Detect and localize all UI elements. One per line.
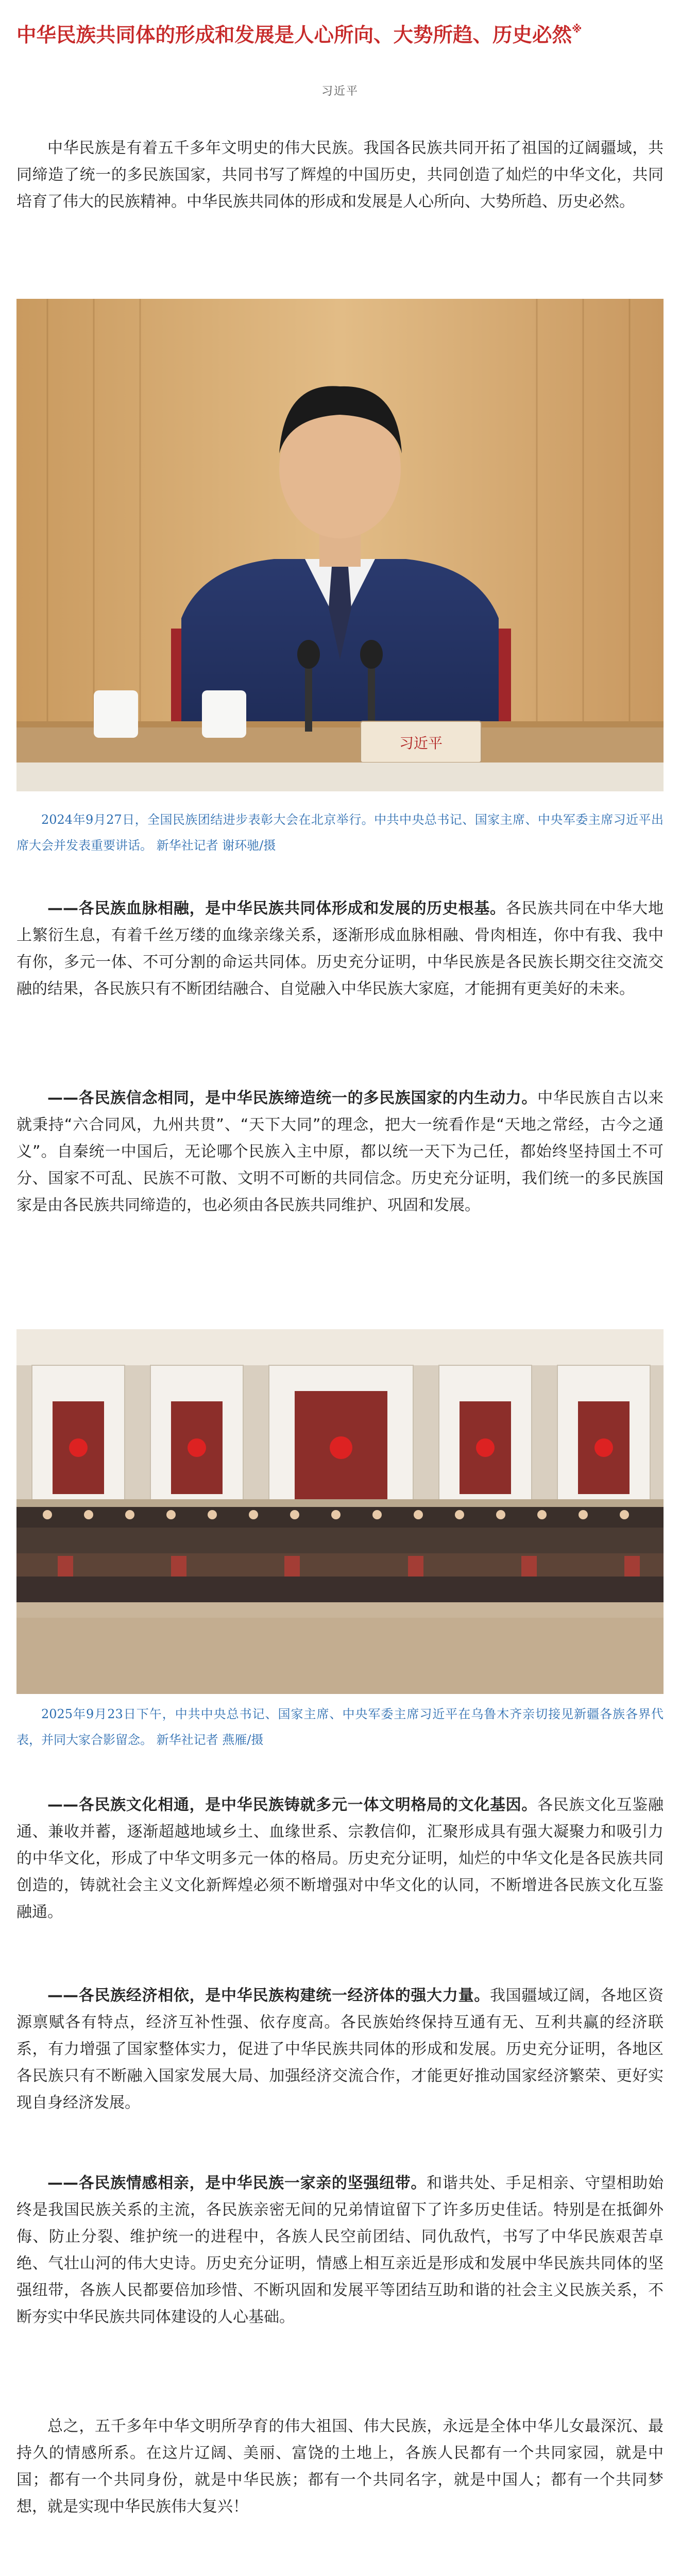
section-economy-paragraph xyxy=(16,1982,664,2116)
section-culture-body: 各民族文化互鉴融通、兼收并蓄，逐渐超越地域乡土、血缘世系、宗教信仰，汇聚形成具有强大凝聚力和吸引力的中华文化，形成了中华文明多元一体的格局。历史充分证明，灿烂的中华文化是各民族共同创造的，铸就社会主义文化新辉煌必须不断增强对中华文化的认同，不断增进各民族文化互鉴融通。 xyxy=(16,1796,664,1921)
title-footnote-mark: ※ xyxy=(572,23,582,35)
photo2-caption: 2025年9月23日下午，中共中央总书记、国家主席、中央军委主席习近平在乌鲁木齐亲切接见新疆各族各界代表，并同大家合影留念。 新华社记者 燕雁/摄 xyxy=(16,1707,664,1747)
article-title xyxy=(16,8,664,49)
photo1-caption: 2024年9月27日，全国民族团结进步表彰大会在北京举行。中共中央总书记、国家主席、中央军委主席习近平出席大会并发表重要讲话。 新华社记者 谢环驰/摄 xyxy=(16,812,664,853)
section-culture-paragraph xyxy=(16,1792,664,1926)
conclusion-paragraph: 总之，五千多年中华文明所孕育的伟大祖国、伟大民族，永远是全体中华儿女最深沉、最持久的情感所系。在这片辽阔、美丽、富饶的土地上，各族人民都有一个共同家园，就是中国；都有一个共同身份，就是中华民族；都有一个共同名字，就是中国人；都有一个共同梦想，就是实现中华民族伟大复兴！ xyxy=(16,2417,664,2516)
intro-paragraph: 中华民族是有着五千多年文明史的伟大民族。我国各民族共同开拓了祖国的辽阔疆域，共同缔造了统一的多民族国家，共同书写了辉煌的中国历史，共同创造了灿烂的中华文化，共同培育了伟大的民族精神。中华民族共同体的形成和发展是人心所向、大势所趋、历史必然。 xyxy=(16,139,664,211)
section-economy-lead: ——各民族经济相依，是中华民族构建统一经济体的强大力量。 xyxy=(47,1987,490,2005)
group-photo xyxy=(16,1329,664,1694)
section-emotion-lead: ——各民族情感相亲，是中华民族一家亲的坚强纽带。 xyxy=(47,2174,427,2192)
section-economy-body: 我国疆域辽阔，各地区资源禀赋各有特点，经济互补性强、依存度高。各民族始终保持互通有无、互利共赢的经济联系，有力增强了国家整体实力，促进了中华民族共同体的形成和发展。历史充分证明，各地区各民族只有不断融入国家发展大局、加强经济交流合作，才能更好推动国家经济繁荣、更好实现自身经济发展。 xyxy=(16,1987,664,2112)
section-emotion-paragraph xyxy=(16,2170,664,2331)
section-belief-paragraph xyxy=(16,1085,664,1219)
nameplate-text: 习近平 xyxy=(399,735,443,752)
section-blood-body: 各民族共同在中华大地上繁衍生息，有着千丝万缕的血缘亲缘关系，逐渐形成血脉相融、骨肉相连，你中有我、我中有你，多元一体、不可分割的命运共同体。历史充分证明，中华民族是各民族长期交往交流交融的结果，各民族只有不断团结融合、自觉融入中华民族大家庭，才能拥有更美好的未来。 xyxy=(16,900,664,998)
section-belief-lead: ——各民族信念相同，是中华民族缔造统一的多民族国家的内生动力。 xyxy=(47,1089,538,1107)
section-blood-paragraph xyxy=(16,895,664,1003)
title-text: 中华民族共同体的形成和发展是人心所向、大势所趋、历史必然 xyxy=(16,24,572,47)
section-belief-body: 中华民族自古以来就秉持“六合同风，九州共贯”、“天下大同”的理念，把大一统看作是“天地之常经，古今之通义”。自秦统一中国后，无论哪个民族入主中原，都以统一天下为己任，都始终坚持国土不可分、国家不可乱、民族不可散、文明不可断的共同信念。历史充分证明，我们统一的多民族国家是由各民族共同缔造的，也必须由各民族共同维护、巩固和发展。 xyxy=(16,1089,664,1214)
article-author: 习近平 xyxy=(321,85,359,98)
section-culture-lead: ——各民族文化相通，是中华民族铸就多元一体文明格局的文化基因。 xyxy=(47,1796,538,1814)
speech-photo xyxy=(16,299,664,791)
section-blood-lead: ——各民族血脉相融，是中华民族共同体形成和发展的历史根基。 xyxy=(47,900,506,918)
section-emotion-body: 和谐共处、手足相亲、守望相助始终是我国民族关系的主流，各民族亲密无间的兄弟情谊留下了许多历史佳话。特别是在抵御外侮、防止分裂、维护统一的进程中，各族人民空前团结、同仇敌忾，书写了中华民族艰苦卓绝、气壮山河的伟大史诗。历史充分证明，情感上相互亲近是形成和发展中华民族共同体的坚强纽带，各族人民都要倍加珍惜、不断巩固和发展平等团结互助和谐的社会主义民族关系，不断夯实中华民族共同体建设的人心基础。 xyxy=(16,2174,664,2326)
